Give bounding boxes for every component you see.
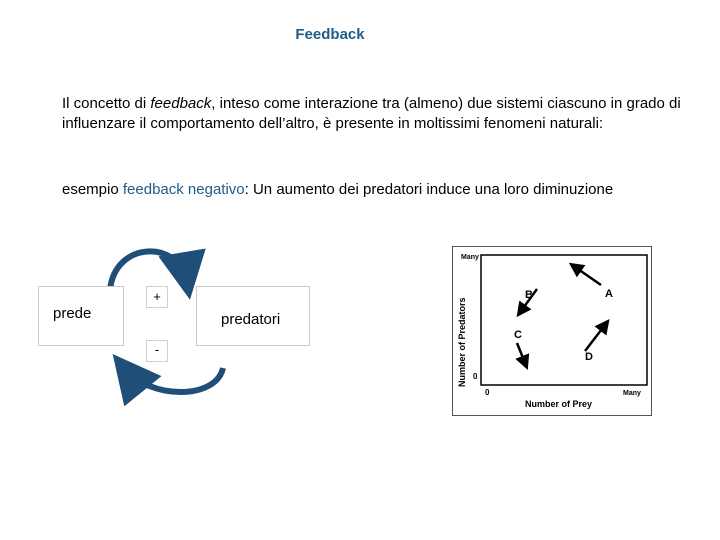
example-suffix: : Un aumento dei predatori induce una loro diminuzione [244,181,614,198]
positive-sign: + [146,286,168,308]
bottom-arc-arrow [124,368,223,392]
arrow-a [575,267,601,285]
predator-prey-graph [452,246,652,416]
predator-label: predatori [221,311,281,328]
arrow-d [585,325,605,351]
intro-text-start: Il concetto di [62,95,151,112]
graph-y-zero-label: 0 [473,372,478,381]
arrow-c [517,343,525,363]
predator-box [196,286,310,346]
arrow-c-label: C [514,329,522,341]
example-prefix: esempio [62,181,123,198]
arrow-d-label: D [585,351,593,363]
graph-origin-label: 0 [485,388,490,397]
intro-text-end: , inteso come interazione tra (almeno) due sistemi ciascuno in grado di influenzare il comportamento dell’altro, è presente in moltissimi fenomeni naturali: [62,95,681,132]
prey-label: prede [53,305,92,322]
graph-y-axis-label: Number of Predators [457,297,467,387]
top-arc-arrow [110,251,187,290]
example-highlight: feedback negativo [122,181,245,198]
negative-sign: - [146,340,168,362]
graph-x-axis-label: Number of Prey [525,399,593,409]
prey-box [38,286,124,346]
intro-text-italic: feedback [150,95,212,112]
page-title: Feedback [295,26,365,43]
arrow-b-label: B [525,289,533,301]
graph-y-top-label: Many [461,254,479,261]
arrow-a-label: A [605,288,613,300]
graph-x-right-label: Many [623,390,641,397]
